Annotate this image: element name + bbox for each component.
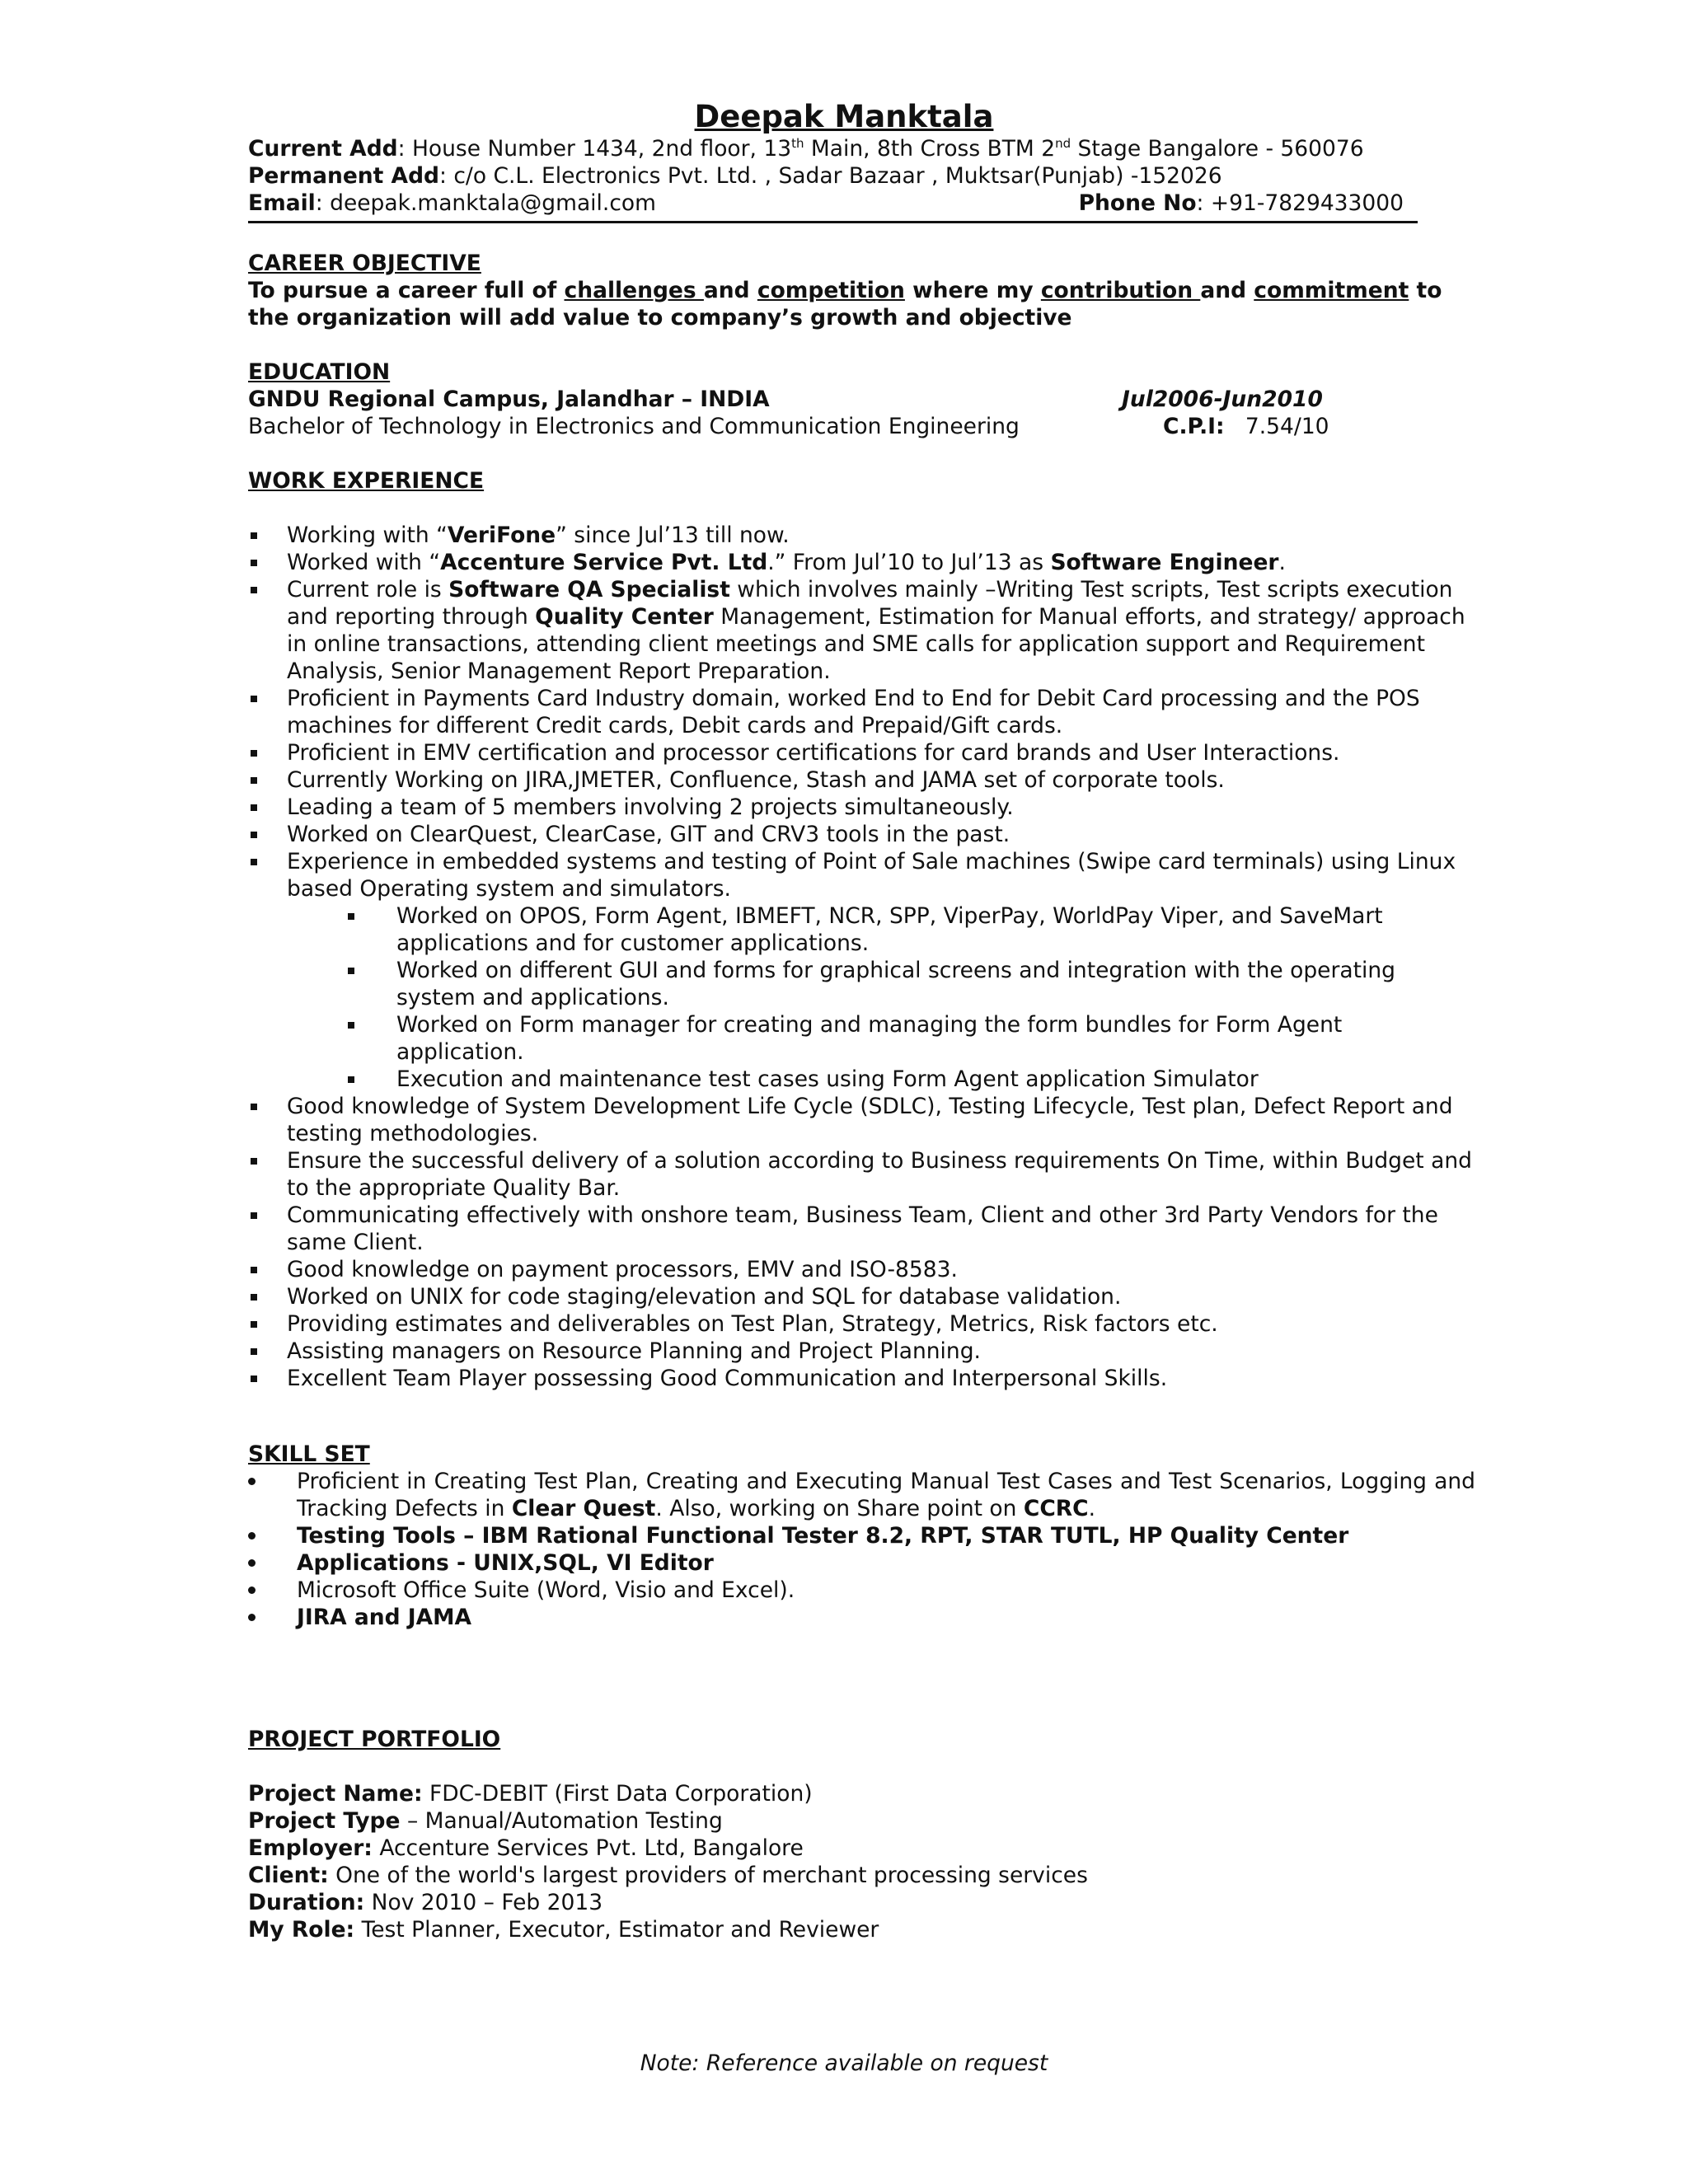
list-item: Worked on Form manager for creating and managing the form bundles for Form Agent application. <box>248 1011 1474 1066</box>
education-degree-row <box>248 413 1451 440</box>
list-item: Currently Working on JIRA,JMETER, Confluence, Stash and JAMA set of corporate tools. <box>248 766 1474 794</box>
header-divider <box>248 221 1418 223</box>
current-address: Current Add: House Number 1434, 2nd floor, 13th Main, 8th Cross BTM 2nd Stage Bangalore - 560076 <box>248 136 1364 162</box>
institute-name: GNDU Regional Campus, Jalandhar – INDIA <box>248 387 770 412</box>
list-item: Experience in embedded systems and testing of Point of Sale machines (Swipe card terminals) using Linux based Operating system and simulators. <box>248 848 1474 902</box>
list-item: Worked on UNIX for code staging/elevation and SQL for database validation. <box>248 1283 1474 1310</box>
section-heading: CAREER OBJECTIVE <box>248 251 481 276</box>
objective-text: To pursue a career full of challenges and competition where my contribution and commitment to the organization will add value to company’s growth and objective <box>248 278 1442 330</box>
list-item: Ensure the successful delivery of a solution according to Business requirements On Time, within Budget and to the appropriate Quality Bar. <box>248 1147 1474 1202</box>
list-item: Communicating effectively with onshore team, Business Team, Client and other 3rd Party Vendors for the same Client. <box>248 1202 1474 1256</box>
footer-note: Note: Reference available on request <box>640 2050 1048 2076</box>
list-item: JIRA and JAMA <box>248 1604 1475 1631</box>
skill-list <box>248 1468 1475 1631</box>
email-phone-line: Email: deepak.manktala@gmail.com Phone No: +91-7829433000 <box>248 190 1404 216</box>
list-item: Current role is Software QA Specialist which involves mainly –Writing Test scripts, Test scripts execution and reporting through Quality Center Management, Estimation for Manual efforts, and strategy/ approach in online transactions, attending client meetings and SME calls for application support and Requirement Analysis, Senior Management Report Preparation. <box>248 576 1474 685</box>
list-item: Proficient in Creating Test Plan, Creating and Executing Manual Test Cases and Test Scenarios, Logging and Tracking Defects in Clear Quest. Also, working on Share point on CCRC. <box>248 1468 1475 1522</box>
degree-name: Bachelor of Technology in Electronics and Communication Engineering <box>248 414 1020 439</box>
section-heading: EDUCATION <box>248 359 391 385</box>
work-experience-list-continued <box>248 1093 1472 1392</box>
project-role: My Role: Test Planner, Executor, Estimator and Reviewer <box>248 1917 879 1943</box>
contact-block <box>248 135 1418 217</box>
section-heading: WORK EXPERIENCE <box>248 468 485 494</box>
list-item: Worked with “Accenture Service Pvt. Ltd.” From Jul’10 to Jul’13 as Software Engineer. <box>248 549 1474 576</box>
list-item: Leading a team of 5 members involving 2 projects simultaneously. <box>248 794 1474 821</box>
education-dates: Jul2006-Jun2010 <box>1122 387 1323 412</box>
work-experience-sublist <box>248 902 1451 1093</box>
education-section <box>248 359 1451 440</box>
education-institute-row <box>248 386 1451 413</box>
list-item: Worked on different GUI and forms for graphical screens and integration with the operating system and applications. <box>248 957 1474 1011</box>
cpi: C.P.I: 7.54/10 <box>1163 414 1329 439</box>
skill-set-section <box>248 1441 1475 1631</box>
section-heading: SKILL SET <box>248 1441 370 1467</box>
list-item: Providing estimates and deliverables on Test Plan, Strategy, Metrics, Risk factors etc. <box>248 1310 1474 1338</box>
list-item: Working with “VeriFone” since Jul’13 till now. <box>248 522 1474 549</box>
email-address: : deepak.manktala@gmail.com <box>315 190 656 216</box>
work-experience-list <box>248 522 1465 902</box>
list-item: Proficient in Payments Card Industry domain, worked End to End for Debit Card processing and the POS machines for different Credit cards, Debit cards and Prepaid/Gift cards. <box>248 685 1474 739</box>
list-item: Execution and maintenance test cases using Form Agent application Simulator <box>248 1066 1474 1093</box>
list-item: Testing Tools – IBM Rational Functional Tester 8.2, RPT, STAR TUTL, HP Quality Center <box>248 1522 1475 1549</box>
project-client: Client: One of the world's largest providers of merchant processing services <box>248 1863 1088 1888</box>
list-item: Good knowledge of System Development Life Cycle (SDLC), Testing Lifecycle, Test plan, Defect Report and testing methodologies. <box>248 1093 1474 1147</box>
list-item: Worked on ClearQuest, ClearCase, GIT and CRV3 tools in the past. <box>248 821 1474 848</box>
list-item: Applications - UNIX,SQL, VI Editor <box>248 1549 1475 1577</box>
section-heading: PROJECT PORTFOLIO <box>248 1727 501 1752</box>
project-type: Project Type – Manual/Automation Testing <box>248 1808 723 1834</box>
candidate-name: Deepak Manktala <box>694 99 994 134</box>
career-objective-section <box>248 250 1451 331</box>
work-experience-section <box>248 467 1472 1392</box>
project-duration: Duration: Nov 2010 – Feb 2013 <box>248 1890 603 1915</box>
permanent-address: Permanent Add: c/o C.L. Electronics Pvt. Ltd. , Sadar Bazaar , Muktsar(Punjab) -152026 <box>248 163 1222 189</box>
list-item: Microsoft Office Suite (Word, Visio and Excel). <box>248 1577 1475 1604</box>
phone-number: Phone No: +91-7829433000 <box>1078 190 1404 216</box>
list-item: Assisting managers on Resource Planning and Project Planning. <box>248 1338 1474 1365</box>
list-item: Good knowledge on payment processors, EMV and ISO-8583. <box>248 1256 1474 1283</box>
project-name: Project Name: FDC-DEBIT (First Data Corporation) <box>248 1781 813 1807</box>
project-employer: Employer: Accenture Services Pvt. Ltd, Bangalore <box>248 1835 804 1861</box>
list-item: Excellent Team Player possessing Good Communication and Interpersonal Skills. <box>248 1365 1474 1392</box>
project-portfolio-section <box>248 1726 1451 1943</box>
list-item: Proficient in EMV certification and processor certifications for card brands and User Interactions. <box>248 739 1474 766</box>
list-item: Worked on OPOS, Form Agent, IBMEFT, NCR, SPP, ViperPay, WorldPay Viper, and SaveMart applications and for customer applications. <box>248 902 1474 957</box>
